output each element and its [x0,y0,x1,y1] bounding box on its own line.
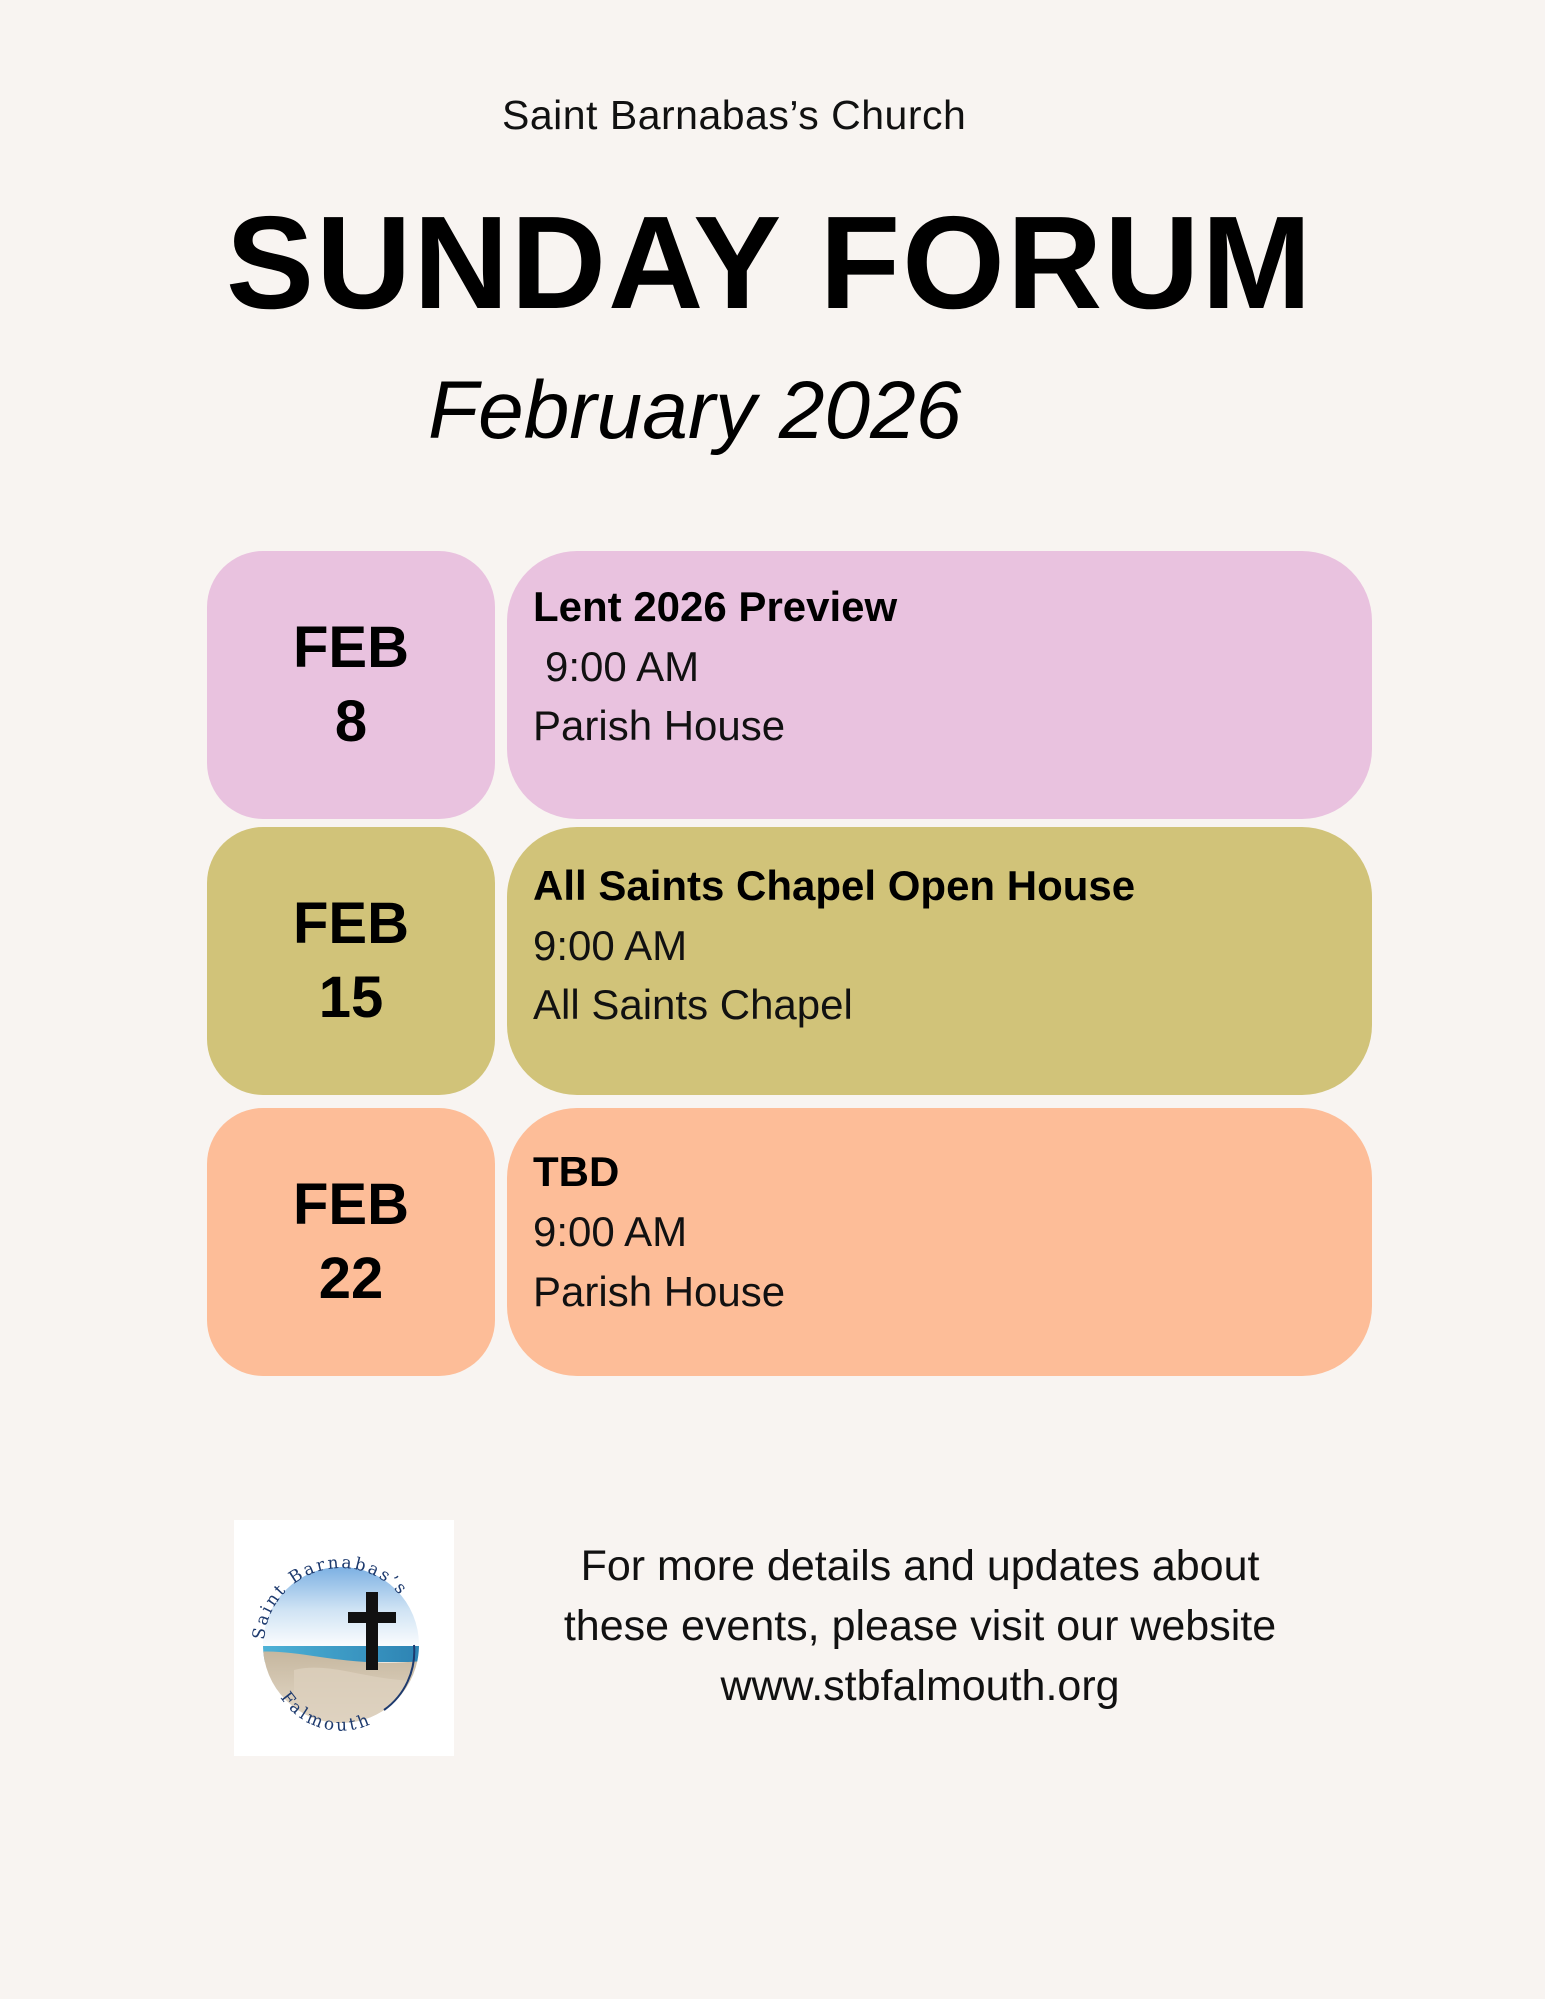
event-title: All Saints Chapel Open House [533,862,1136,909]
event-time: 9:00 AM [533,922,688,969]
church-logo [234,1520,454,1756]
page-title: SUNDAY FORUM [226,189,1314,336]
event-time: 9:00 AM [533,1208,688,1255]
event-date-1 [207,551,495,819]
footer-line-2: these events, please visit our website [563,1602,1277,1650]
month-subtitle: February 2026 [428,365,962,456]
event-date-day: 8 [334,689,368,754]
event-date-3 [207,1108,495,1376]
footer-text [500,1536,1340,1716]
event-detail-1 [507,551,1372,819]
event-date-day: 15 [318,965,384,1030]
event-detail-3 [507,1108,1372,1376]
event-time: 9:00 AM [545,643,700,690]
logo-bottom-text: Falmouth [276,1688,375,1736]
event-title: TBD [533,1148,620,1195]
event-place: Parish House [533,1268,786,1315]
event-place: Parish House [533,702,786,749]
event-title: Lent 2026 Preview [533,583,898,630]
logo-top-text: Saint Barnabas’s [249,1552,413,1641]
event-detail-2 [507,827,1372,1095]
church-name: Saint Barnabas’s Church [502,92,967,138]
event-date-month: FEB [293,891,409,957]
event-date-day: 22 [318,1246,384,1311]
event-date-month: FEB [293,1172,409,1238]
event-place: All Saints Chapel [533,981,853,1028]
website-link[interactable]: www.stbfalmouth.org [720,1662,1120,1710]
cross-on-beach-icon [234,1520,454,1756]
event-date-month: FEB [293,615,409,681]
footer-line-1: For more details and updates about [580,1542,1260,1590]
event-date-2 [207,827,495,1095]
